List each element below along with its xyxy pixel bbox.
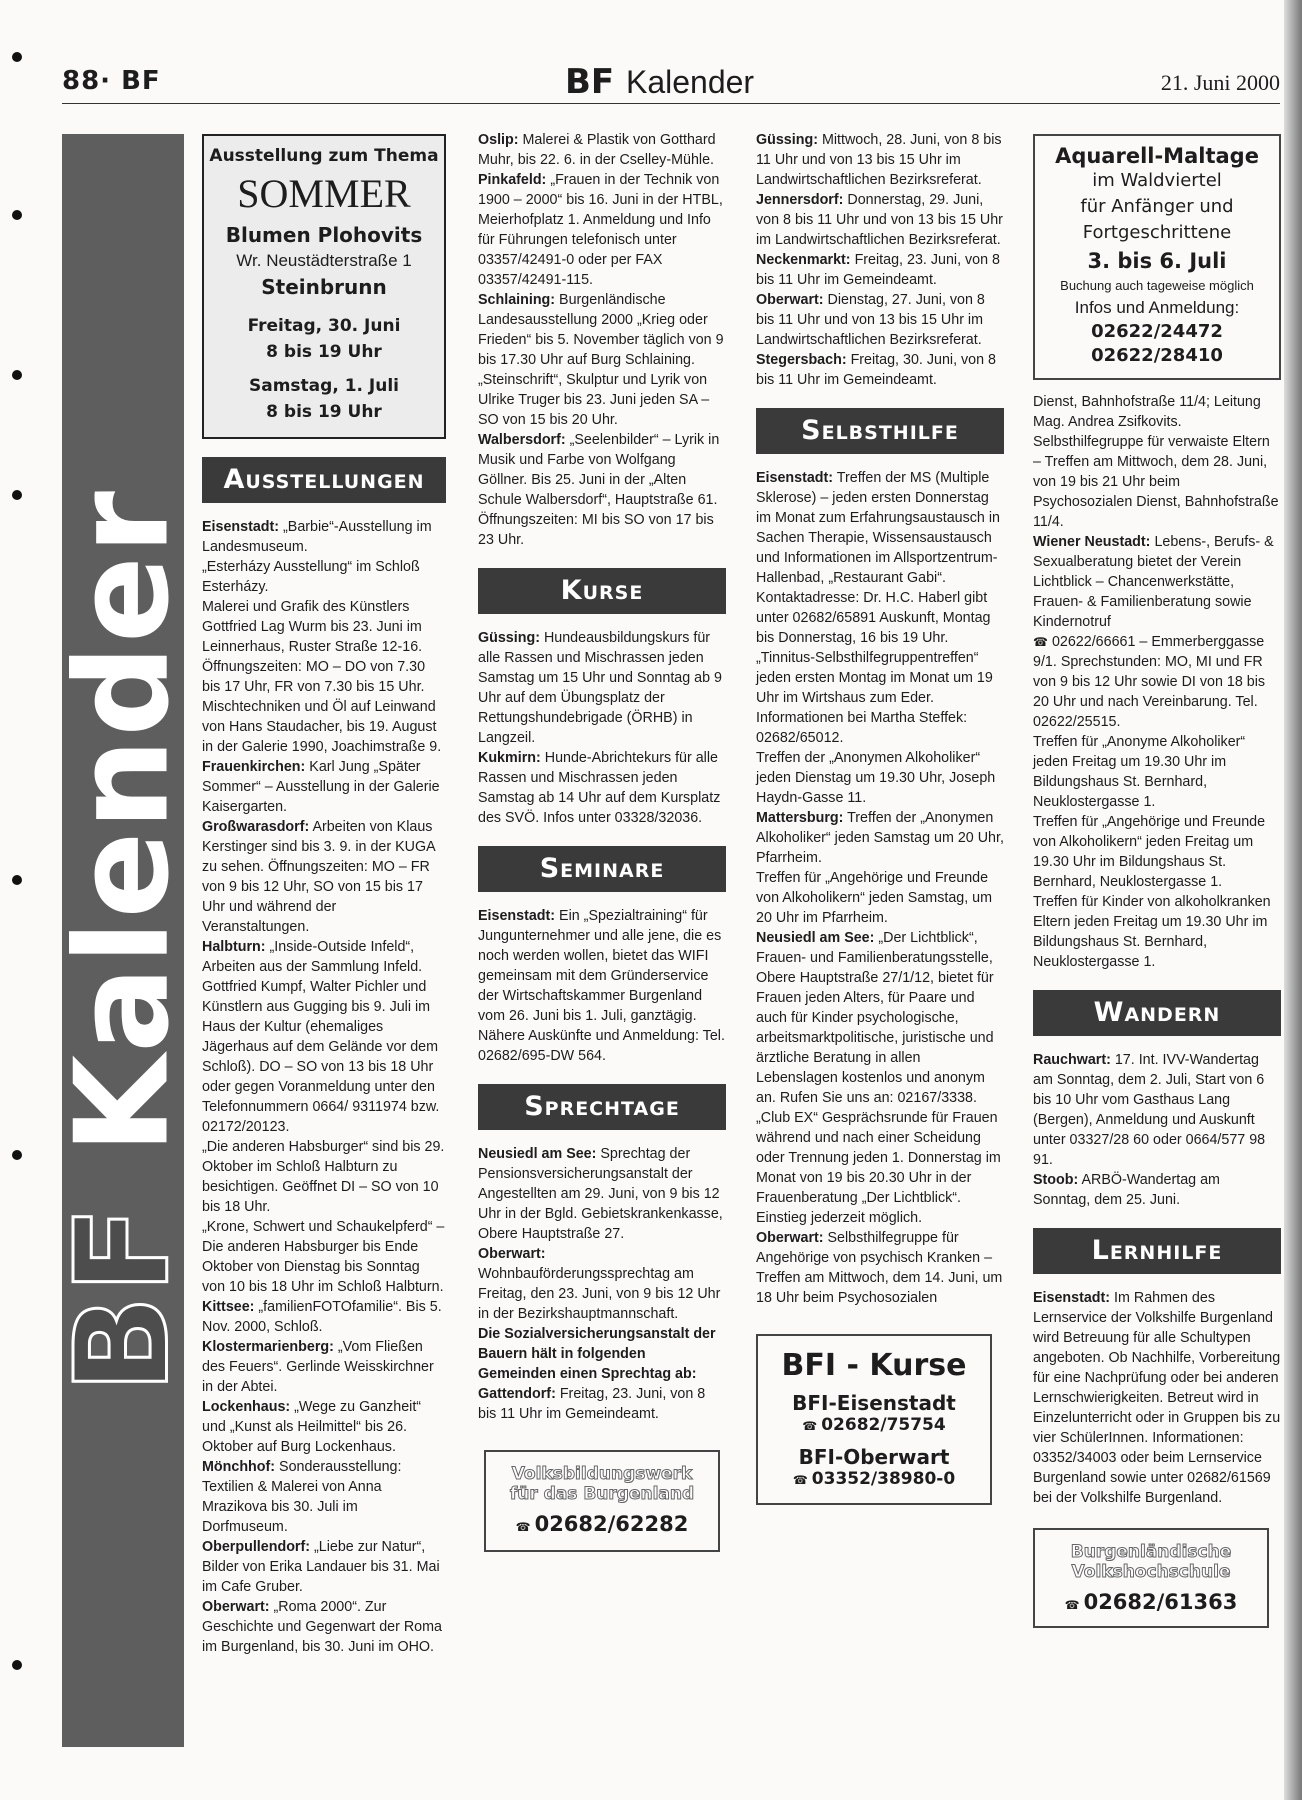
entry-place: Rauchwart: (1033, 1052, 1111, 1068)
entry-text: 02622/66661 – Emmerberggasse 9/1. Sprechstunden: MO, MI und FR von 9 bis 12 Uhr sowie DI von 18 bis 20 Uhr und nach Vereinbarung. Tel. 02622/25515. (1033, 634, 1266, 730)
entry-text: Hundeausbildungskurs für alle Rassen und Mischrassen jeden Samstag um 15 Uhr und Sonntag ab 9 Uhr auf dem Übungsplatz der Rettungshundebrigade (ÖRHB) in Langzeil. (478, 630, 722, 746)
entry-place: Gattendorf: (478, 1386, 556, 1402)
entry-text: Treffen für „Angehörige und Freunde von Alkoholikern“ jeden Samstag, um 20 Uhr im Pfarrheim. (756, 870, 993, 926)
ad-date: Freitag, 30. Juni (247, 316, 401, 336)
ad-time: 8 bis 19 Uhr (266, 342, 382, 362)
header-rule (62, 103, 1280, 104)
entry-text: Treffen der „Anonymen Alkoholiker“ jeden Dienstag um 19.30 Uhr, Joseph Haydn-Gasse 11. (756, 750, 996, 806)
ad-time: 8 bis 19 Uhr (266, 402, 382, 422)
column-2 (478, 130, 726, 1552)
entry-place: Pinkafeld: (478, 172, 547, 188)
phone-icon: ☎ (515, 1520, 531, 1534)
entry-text: „Liebe zur Natur“, Bilder von Erika Landauer bis 31. Mai im Cafe Gruber. (202, 1539, 440, 1595)
ad-phone: 02682/62282 (534, 1512, 689, 1536)
ad-line: Burgenländische (1070, 1542, 1232, 1562)
entry-place: Stoob: (1033, 1172, 1079, 1188)
entry-text: Treffen der „Anonymen Alkoholiker“ jeden Samstag um 20 Uhr, Pfarrheim. (756, 810, 1004, 866)
phone-icon: ☎ (1033, 635, 1048, 649)
entry-place: Großwarasdorf: (202, 819, 310, 835)
ad-volksbildungswerk (484, 1450, 720, 1552)
entry-text: Malerei und Grafik des Künstlers Gottfried Lag Wurm bis 23. Juni im Leinnerhaus, Ruster Straße 12-16. Öffnungszeiten: MO – DO von 7.30 bis 17 Uhr, FR von 7.30 bis 15 Uhr. (202, 599, 426, 695)
entry-text: Freitag, 23. Juni, von 8 bis 11 Uhr im Gemeindeamt. (478, 1386, 706, 1422)
entry-text: „Club EX“ Gesprächsrunde für Frauen während und nach einer Scheidung oder Trennung jeden 1. Donnerstag im Monat von 19 bis 20.30 Uhr in der Frauenberatung „Der Lichtblick“. Einstieg jederzeit möglich. (756, 1110, 1001, 1226)
entry-place: Oberwart: (756, 1230, 824, 1246)
entry-text: „Barbie“-Ausstellung im Landesmuseum. (202, 519, 432, 555)
section-wandern: Wandern (1033, 990, 1281, 1036)
section-ausstellungen: Ausstellungen (202, 457, 446, 503)
entry-place: Schlaining: (478, 292, 556, 308)
ad-phone: 02682/61363 (1083, 1590, 1238, 1614)
entry-place: Oberwart: (202, 1599, 270, 1615)
ad-line: Volksbildungswerk (511, 1464, 693, 1484)
entry-text: Sprechtag der Pensionsversicherungsanstalt der Angestellten am 29. Juni, von 9 bis 12 Uhr in der Bgld. Gebietskrankenkasse, Obere Hauptstraße 27. (478, 1146, 723, 1242)
entry-text: Selbsthilfegruppe für verwaiste Eltern – Treffen am Mittwoch, dem 28. Juni, von 19 bis 21 Uhr beim Psychosozialen Dienst, Bahnhofstraße 11/4. (1033, 434, 1279, 530)
entry-place: Güssing: (756, 132, 818, 148)
entry-text: Hunde-Abrichtekurs für alle Rassen und Mischrassen jeden Samstag ab 14 Uhr auf dem Kursplatz des SVÖ. Infos unter 03328/32036. (478, 750, 721, 826)
phone-icon: ☎ (792, 1473, 808, 1487)
entry-place: Frauenkirchen: (202, 759, 306, 775)
punch-hole (12, 210, 22, 220)
entry-text: Mischtechniken und Öl auf Leinwand von Hans Staudacher, bis 19. August in der Galerie 1990, Joachimstraße 9. (202, 699, 442, 755)
punch-hole (12, 875, 22, 885)
punch-hole (12, 52, 22, 62)
entry-text: „Wege zu Ganzheit“ und „Kunst als Heilmittel“ bis 26. Oktober auf Burg Lockenhaus. (202, 1399, 422, 1455)
entry-place: Halbturn: (202, 939, 266, 955)
section-sprechtage: Sprechtage (478, 1084, 726, 1130)
entry-place: Mattersburg: (756, 810, 844, 826)
entry-place: Eisenstadt: (756, 470, 834, 486)
column-3 (756, 130, 1004, 1505)
ad-line: BFI-Oberwart (798, 1445, 950, 1469)
entry-text: Donnerstag, 29. Juni, von 8 bis 11 Uhr und von 13 bis 15 Uhr im Landwirtschaftlichen Bezirksreferat. (756, 192, 1003, 248)
entry-place: Stegersbach: (756, 352, 847, 368)
entry-text: Treffen für „Angehörige und Freunde von Alkoholikern“ jeden Freitag um 19.30 Uhr im Bildungshaus St. Bernhard, Neuklostergasse 1. (1033, 814, 1266, 890)
entry-place: Eisenstadt: (202, 519, 280, 535)
ad-town: Steinbrunn (261, 275, 387, 299)
ad-phone: 02622/28410 (1091, 345, 1223, 366)
ad-sommer (202, 134, 446, 439)
ad-line: Ausstellung zum Thema (209, 146, 439, 166)
entry-place: Kukmirn: (478, 750, 541, 766)
entry-text: „Seelenbilder“ – Lyrik in Musik und Farbe von Wolfgang Göllner. Bis 25. Juni in der „Alten Schule Walbersdorf“, Hauptstraße 61. Öffnungszeiten: MI bis SO von 17 bis 23 Uhr. (478, 432, 720, 548)
entry-text: Dienstag, 27. Juni, von 8 bis 11 Uhr und von 13 bis 15 Uhr im Landwirtschaftlichen Bezirksreferat. (756, 292, 985, 348)
entry-text: Treffen für „Anonyme Alkoholiker“ jeden Freitag um 19.30 Uhr im Bildungshaus St. Bernhard, Neuklostergasse 1. (1033, 734, 1246, 810)
entry-place: Neusiedl am See: (478, 1146, 597, 1162)
page-title (565, 62, 754, 102)
ad-phone: 02682/75754 (821, 1415, 946, 1435)
ad-name: Blumen Plohovits (225, 223, 423, 247)
entry-text: „Esterházy Ausstellung“ im Schloß Esterházy. (202, 559, 420, 595)
entry-text: Lebens-, Berufs- & Sexualberatung bietet der Verein Lichtblick – Chancenwerkstätte, Frauen- & Familienberatung sowie Kindernotruf (1033, 534, 1274, 630)
ad-bfi (756, 1334, 992, 1505)
section-kurse: Kurse (478, 568, 726, 614)
entry-text: „Der Lichtblick“, Frauen- und Familienberatungsstelle, Obere Hauptstraße 27/1/12, bietet für Frauen jeden Alters, für Paare und auch für Kinder psychologische, arbeitsmarktpolitische, juristische und ärztliche Beratung in allen Lebenslagen kostenlos und anonym an. Rufen Sie uns an: 02167/3338. (756, 930, 994, 1106)
section-selbsthilfe: Selbsthilfe (756, 408, 1004, 454)
entry-text: Ein „Spezialtraining“ für Jungunternehmer und alle jene, die es noch werden wollen, bietet das WIFI gemeinsam mit dem Gründerservice der Wirtschaftskammer Burgenland vom 26. Juni bis 1. Juli, ganztägig. Nähere Auskünfte und Anmeldung: Tel. 02682/695-DW 564. (478, 908, 725, 1064)
ad-headline: BFI - Kurse (781, 1348, 967, 1383)
entry-text: „Krone, Schwert und Schaukelpferd“ – Die anderen Habsburger bis Ende Oktober von Dienstag bis Sonntag von 10 bis 18 Uhr im Schloß Halbturn. (202, 1219, 445, 1295)
entry-text: Mittwoch, 28. Juni, von 8 bis 11 Uhr und von 13 bis 15 Uhr im Landwirtschaftlichen Bezirksreferat. (756, 132, 1002, 188)
title-rest: Kalender (625, 64, 755, 100)
ad-line: für das Burgenland (509, 1484, 695, 1504)
entry-text: ARBÖ-Wandertag am Sonntag, dem 25. Juni. (1033, 1172, 1220, 1208)
phone-icon: ☎ (802, 1419, 818, 1433)
entry-text: „Die anderen Habsburger“ sind bis 29. Oktober im Schloß Halbturn zu besichtigen. Geöffnet DI – SO von 10 bis 18 Uhr. (202, 1139, 445, 1215)
column-1 (202, 134, 446, 1657)
entry-place: Klostermarienberg: (202, 1339, 334, 1355)
entry-text: Freitag, 30. Juni, von 8 bis 11 Uhr im Gemeindeamt. (756, 352, 996, 388)
ad-line: Fortgeschrittene (1082, 222, 1232, 243)
ad-phone: 02622/24472 (1091, 321, 1223, 342)
entry-text: Treffen der MS (Multiple Sklerose) – jeden ersten Donnerstag im Monat zum Erfahrungsaustausch in Sachen Therapie, Wissensaustausch und Informationen im Allsportzentrum-Hallenbad, „Restaurant Gabi“. Kontaktadresse: Dr. H.C. Haberl gibt unter 02682/65891 Auskunft, Montag bis Donnerstag, 16 bis 19 Uhr. (756, 470, 1000, 646)
entry-text: Karl Jung „Später Sommer“ – Ausstellung in der Galerie Kaisergarten. (202, 759, 440, 815)
entry-place: Güssing: (478, 630, 540, 646)
entry-place: Oberwart: (756, 292, 824, 308)
sidebar-word: Kalender (48, 488, 198, 1154)
entry-text: „Roma 2000“. Zur Geschichte und Gegenwart der Roma im Burgenland, bis 30. Juni im OHO. (202, 1599, 442, 1655)
entry-text: Wohnbauförderungssprechtag am Freitag, den 23. Juni, von 9 bis 12 Uhr in der Bezirkshauptmannschaft. (478, 1266, 721, 1322)
ad-phone: 03352/38980-0 (811, 1469, 956, 1489)
entry-place: Kittsee: (202, 1299, 255, 1315)
section-seminare: Seminare (478, 846, 726, 892)
entry-place: Jennersdorf: (756, 192, 844, 208)
entry-text: Selbsthilfegruppe für Angehörige von psychisch Kranken – Treffen am Mittwoch, dem 14. Juni, um 18 Uhr beim Psychosozialen (756, 1230, 1003, 1306)
entry-text: Im Rahmen des Lernservice der Volkshilfe Burgenland wird Betreuung für alle Schultypen angeboten. Ob Nachhilfe, Vorbereitung für eine Nachprüfung oder bei anderen Lernschwierigkeiten. Betreut wird in Einzelunterricht oder in Gruppen bis zu vier SchülerInnen. Informationen: 03352/34003 oder beim Lernservice Burgenland sowie unter 02682/61569 bei der Volkshilfe Burgenland. (1033, 1290, 1281, 1506)
sidebar-bf: BF (48, 1203, 198, 1393)
entry-text: Malerei & Plastik von Gotthard Muhr, bis 22. 6. in der Cselley-Mühle. (478, 132, 716, 168)
entry-place: Oberwart: (478, 1246, 546, 1262)
entry-place: Eisenstadt: (1033, 1290, 1111, 1306)
punch-hole (12, 370, 22, 380)
ad-volkshochschule (1033, 1528, 1269, 1628)
ad-aquarell (1033, 134, 1281, 380)
entry-place: Neckenmarkt: (756, 252, 851, 268)
ad-date: Samstag, 1. Juli (249, 376, 399, 396)
entry-text: „Vom Fließen des Feuers“. Gerlinde Weisskirchner in der Abtei. (202, 1339, 434, 1395)
entry-place: Lockenhaus: (202, 1399, 291, 1415)
page-number: 88· BF (62, 66, 161, 96)
entry-text: Burgenländische Landesausstellung 2000 „Krieg oder Frieden“ bis 5. November täglich von 9 bis 17.30 Uhr auf Burg Schlaining. (478, 292, 724, 368)
ad-headline: SOMMER (237, 171, 411, 216)
column-4 (1033, 134, 1281, 1628)
ad-line: Volkshochschule (1071, 1562, 1231, 1582)
entry-text: Sonderausstellung: Textilien & Malerei von Anna Mrazikova bis 30. Juli im Dorfmuseum. (202, 1459, 402, 1535)
section-lernhilfe: Lernhilfe (1033, 1228, 1281, 1274)
ad-street: Wr. Neustädterstraße 1 (236, 251, 412, 270)
entry-text: „Tinnitus-Selbsthilfegruppentreffen“ jeden ersten Montag im Monat um 19 Uhr im Wirtshaus zum Eder. Informationen bei Martha Steffek: 02682/65012. (756, 650, 993, 746)
entry-place: Walbersdorf: (478, 432, 566, 448)
entry-text: „Inside-Outside Infeld“, Arbeiten aus der Sammlung Infeld. Gottfried Kumpf, Walter Pichler und Künstlern aus Gugging bis 9. Juli im Haus der Kultur (ehemaliges Jägerhaus auf dem Gelände vor dem Schloß). DO – SO von 13 bis 18 Uhr oder gegen Voranmeldung unter den Telefonnummern 0664/ 9311974 bzw. 02172/20123. (202, 939, 440, 1135)
punch-hole (12, 1660, 22, 1670)
entry-place: Wiener Neustadt: (1033, 534, 1151, 550)
issue-date: 21. Juni 2000 (1160, 70, 1280, 95)
ad-date: 3. bis 6. Juli (1087, 249, 1227, 273)
ad-line: im Waldviertel (1092, 170, 1222, 191)
phone-icon: ☎ (1064, 1598, 1080, 1612)
entry-place: Oslip: (478, 132, 519, 148)
entry-text: Treffen für Kinder von alkoholkranken Eltern jeden Freitag um 19.30 Uhr im Bildungshaus St. Bernhard, Neuklostergasse 1. (1033, 894, 1271, 970)
page-edge (1284, 0, 1302, 1800)
entry-heading: Die Sozialversicherungsanstalt der Bauern hält in folgenden Gemeinden einen Sprechtag ab: (478, 1326, 716, 1382)
title-bf: BF (565, 62, 615, 102)
entry-place: Eisenstadt: (478, 908, 556, 924)
sidebar-banner (48, 134, 198, 1747)
entry-text: „Frauen in der Technik von 1900 – 2000“ bis 16. Juni in der HTBL, Meierhofplatz 1. Anmeldung und Info für Führungen telefonisch unter 03357/42491-0 oder per FAX 03357/42491-115. (478, 172, 723, 288)
entry-place: Neusiedl am See: (756, 930, 875, 946)
ad-line: für Anfänger und (1080, 196, 1234, 217)
ad-line: BFI-Eisenstadt (792, 1391, 956, 1415)
entry-place: Oberpullendorf: (202, 1539, 311, 1555)
entry-place: Mönchhof: (202, 1459, 276, 1475)
entry-text: Dienst, Bahnhofstraße 11/4; Leitung Mag. Andrea Zsifkovits. (1033, 394, 1261, 430)
ad-line: Buchung auch tageweise möglich (1060, 278, 1254, 293)
entry-text: „familienFOTOfamilie“. Bis 5. Nov. 2000, Schloß. (202, 1299, 442, 1335)
entry-text: Arbeiten von Klaus Kerstinger sind bis 3. 9. in der KUGA zu sehen. Öffnungszeiten: MO – FR von 9 bis 12 Uhr, SO von 15 bis 17 Uhr und während der Veranstaltungen. (202, 819, 435, 935)
punch-hole (12, 1150, 22, 1160)
punch-hole (12, 490, 22, 500)
ad-headline: Aquarell-Maltage (1055, 144, 1259, 168)
entry-text: „Steinschrift“, Skulptur und Lyrik von Ulrike Truger bis 23. Juni jeden SA – SO von 15 bis 20 Uhr. (478, 372, 710, 428)
ad-line: Infos und Anmeldung: (1074, 298, 1240, 317)
entry-text: Freitag, 23. Juni, von 8 bis 11 Uhr im Gemeindeamt. (756, 252, 1000, 288)
entry-text: 17. Int. IVV-Wandertag am Sonntag, dem 2. Juli, Start von 6 bis 10 Uhr vom Gasthaus Lang (Bergen), Anmeldung und Auskunft unter 03327/28 60 oder 0664/577 98 91. (1033, 1052, 1266, 1168)
